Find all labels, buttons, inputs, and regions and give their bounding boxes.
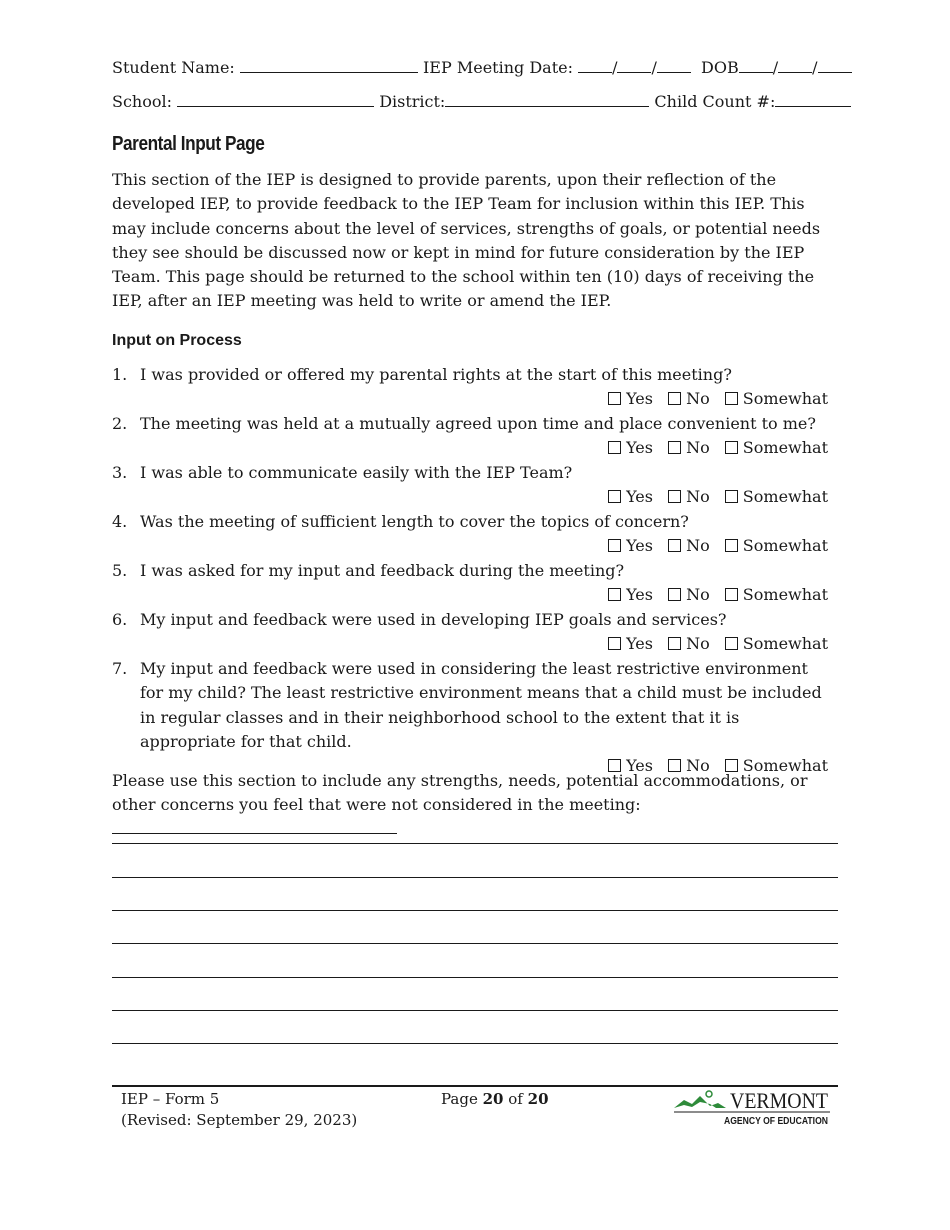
section-heading: Input on Process bbox=[112, 332, 242, 349]
dob-year-field[interactable] bbox=[818, 58, 852, 73]
question-text: I was able to communicate easily with the IEP Team? bbox=[140, 463, 573, 482]
dob-day-field[interactable] bbox=[778, 58, 812, 73]
question-text: The meeting was held at a mutually agreed upon time and place convenient to me? bbox=[140, 414, 816, 433]
child-count-field[interactable] bbox=[775, 92, 851, 107]
date-separator: / bbox=[612, 58, 618, 77]
option-somewhat[interactable]: Somewhat bbox=[725, 536, 828, 555]
checkbox-icon[interactable] bbox=[608, 441, 621, 454]
comment-line[interactable] bbox=[112, 1043, 838, 1044]
answer-options bbox=[112, 534, 828, 558]
checkbox-icon[interactable] bbox=[725, 441, 738, 454]
question-number: 6. bbox=[112, 610, 128, 629]
option-no[interactable]: No bbox=[668, 487, 710, 506]
option-somewhat[interactable]: Somewhat bbox=[725, 585, 828, 604]
question-5 bbox=[112, 559, 828, 608]
page-number: Page 20 of 20 bbox=[441, 1090, 549, 1108]
question-4 bbox=[112, 510, 828, 559]
answer-options bbox=[112, 583, 828, 607]
school-label: School: bbox=[112, 92, 172, 111]
option-somewhat[interactable]: Somewhat bbox=[725, 756, 828, 775]
checkbox-icon[interactable] bbox=[725, 490, 738, 503]
dob-month-field[interactable] bbox=[739, 58, 773, 73]
meeting-date-day-field[interactable] bbox=[617, 58, 651, 73]
checkbox-icon[interactable] bbox=[725, 637, 738, 650]
footer-form-info bbox=[121, 1089, 357, 1131]
checkbox-icon[interactable] bbox=[608, 490, 621, 503]
sun-icon bbox=[706, 1091, 712, 1097]
date-separator: / bbox=[651, 58, 657, 77]
dob-label: DOB bbox=[701, 58, 739, 77]
question-text: I was provided or offered my parental rights at the start of this meeting? bbox=[140, 365, 732, 384]
question-text: My input and feedback were used in considering the least restrictive environment for my child? The least restrictive environment means that a child must be included in regular classes and in their neighborhood school to the extent that it is appropriate for that child. bbox=[140, 659, 822, 751]
answer-options bbox=[112, 436, 828, 460]
checkbox-icon[interactable] bbox=[608, 588, 621, 601]
option-no[interactable]: No bbox=[668, 438, 710, 457]
option-somewhat[interactable]: Somewhat bbox=[725, 389, 828, 408]
header-line-1 bbox=[112, 58, 852, 77]
student-name-label: Student Name: bbox=[112, 58, 235, 77]
iep-meeting-date-label: IEP Meeting Date: bbox=[422, 58, 573, 77]
comments-prompt: Please use this section to include any strengths, needs, potential accommodations, or other concerns you feel that were not considered in the meeting: bbox=[112, 769, 840, 841]
page-title: Parental Input Page bbox=[112, 133, 265, 155]
question-text: I was asked for my input and feedback during the meeting? bbox=[140, 561, 625, 580]
checkbox-icon[interactable] bbox=[668, 441, 681, 454]
option-no[interactable]: No bbox=[668, 585, 710, 604]
vermont-agency-logo bbox=[672, 1086, 832, 1128]
question-number: 2. bbox=[112, 414, 128, 433]
comment-line[interactable] bbox=[112, 943, 838, 944]
district-field[interactable] bbox=[445, 92, 649, 107]
option-yes[interactable]: Yes bbox=[608, 634, 653, 653]
child-count-label: Child Count #: bbox=[654, 92, 776, 111]
option-yes[interactable]: Yes bbox=[608, 756, 653, 775]
checkbox-icon[interactable] bbox=[608, 539, 621, 552]
option-somewhat[interactable]: Somewhat bbox=[725, 487, 828, 506]
question-6 bbox=[112, 608, 828, 657]
option-yes[interactable]: Yes bbox=[608, 536, 653, 555]
answer-options bbox=[112, 485, 828, 509]
option-somewhat[interactable]: Somewhat bbox=[725, 634, 828, 653]
option-yes[interactable]: Yes bbox=[608, 389, 653, 408]
checkbox-icon[interactable] bbox=[725, 392, 738, 405]
checkbox-icon[interactable] bbox=[668, 539, 681, 552]
intro-paragraph: This section of the IEP is designed to provide parents, upon their reflection of the developed IEP, to provide feedback to the IEP Team for inclusion within this IEP. This may include concerns about the level of services, strengths of goals, or potential needs they see should be discussed now or kept in mind for future consideration by the IEP Team. This page should be returned to the school within ten (10) days of receiving the IEP, after an IEP meeting was held to write or amend the IEP. bbox=[112, 170, 821, 311]
option-yes[interactable]: Yes bbox=[608, 438, 653, 457]
date-separator: / bbox=[772, 58, 779, 77]
question-number: 1. bbox=[112, 365, 128, 384]
question-2 bbox=[112, 412, 828, 461]
answer-options bbox=[112, 632, 828, 656]
option-yes[interactable]: Yes bbox=[608, 487, 653, 506]
checkbox-icon[interactable] bbox=[668, 637, 681, 650]
option-no[interactable]: No bbox=[668, 634, 710, 653]
question-number: 7. bbox=[112, 659, 128, 678]
comment-line[interactable] bbox=[112, 910, 838, 911]
question-1 bbox=[112, 363, 828, 412]
checkbox-icon[interactable] bbox=[725, 588, 738, 601]
district-label: District: bbox=[379, 92, 446, 111]
question-number: 5. bbox=[112, 561, 128, 580]
form-name: IEP – Form 5 bbox=[121, 1090, 220, 1108]
option-somewhat[interactable]: Somewhat bbox=[725, 438, 828, 457]
question-number: 4. bbox=[112, 512, 128, 531]
question-number: 3. bbox=[112, 463, 128, 482]
date-separator: / bbox=[812, 58, 818, 77]
question-text: My input and feedback were used in developing IEP goals and services? bbox=[140, 610, 727, 629]
revised-date: (Revised: September 29, 2023) bbox=[121, 1111, 358, 1129]
logo-wordmark: VERMONT bbox=[730, 1088, 829, 1113]
logo-subtitle: AGENCY OF EDUCATION bbox=[724, 1116, 828, 1127]
answer-options bbox=[112, 387, 828, 411]
checkbox-icon[interactable] bbox=[668, 588, 681, 601]
checkbox-icon[interactable] bbox=[608, 392, 621, 405]
school-field[interactable] bbox=[177, 92, 374, 107]
option-no[interactable]: No bbox=[668, 756, 710, 775]
meeting-date-year-field[interactable] bbox=[657, 58, 691, 73]
question-7 bbox=[112, 657, 828, 778]
meeting-date-month-field[interactable] bbox=[578, 58, 612, 73]
checkbox-icon[interactable] bbox=[668, 490, 681, 503]
comment-line[interactable] bbox=[112, 877, 838, 878]
option-no[interactable]: No bbox=[668, 536, 710, 555]
checkbox-icon[interactable] bbox=[608, 637, 621, 650]
comment-line[interactable] bbox=[112, 843, 838, 844]
comment-line[interactable] bbox=[112, 977, 838, 978]
header-line-2 bbox=[112, 92, 851, 111]
mountain-icon bbox=[674, 1096, 726, 1108]
option-no[interactable]: No bbox=[668, 389, 710, 408]
student-name-field[interactable] bbox=[240, 58, 418, 73]
comment-line[interactable] bbox=[112, 1010, 838, 1011]
option-yes[interactable]: Yes bbox=[608, 585, 653, 604]
question-text: Was the meeting of sufficient length to cover the topics of concern? bbox=[140, 512, 689, 531]
checkbox-icon[interactable] bbox=[725, 539, 738, 552]
checkbox-icon[interactable] bbox=[668, 392, 681, 405]
question-3 bbox=[112, 461, 828, 510]
comments-first-line[interactable] bbox=[112, 819, 397, 834]
